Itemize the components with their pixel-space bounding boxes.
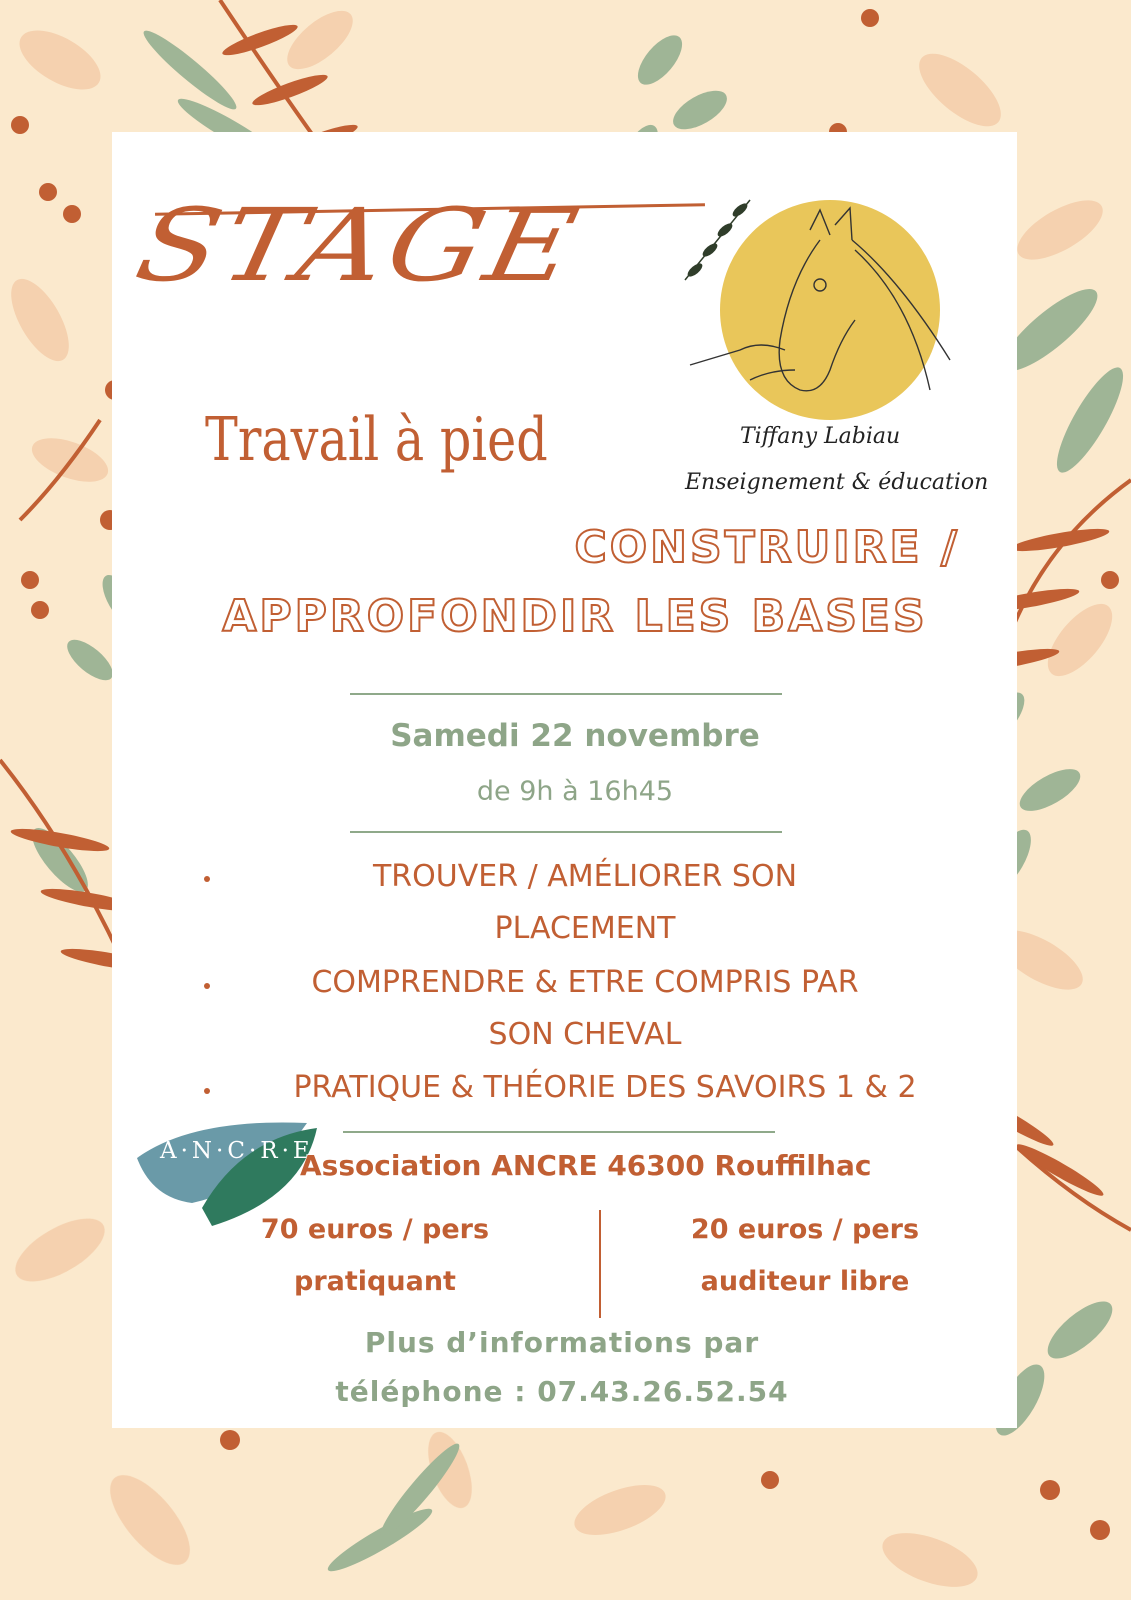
- ancre-logo: [132, 1118, 322, 1228]
- headline-line-1: CONSTRUIRE /: [574, 522, 960, 573]
- info-phone: téléphone : 07.43.26.52.54: [335, 1375, 789, 1408]
- page-subtitle: Travail à pied: [205, 405, 548, 475]
- bullet-1-line-1: TROUVER / AMÉLIORER SON: [372, 859, 798, 894]
- price-right-amount: 20 euros / pers: [690, 1214, 920, 1245]
- price-left-amount: 70 euros / pers: [260, 1214, 490, 1245]
- bullet-3: PRATIQUE & THÉORIE DES SAVOIRS 1 & 2: [293, 1070, 917, 1105]
- headline-line-2: APPROFONDIR LES BASES: [222, 591, 928, 642]
- price-divider: [599, 1210, 601, 1318]
- divider: [350, 693, 782, 695]
- event-hours: de 9h à 16h45: [476, 776, 674, 807]
- bullet-2-line-1: COMPRENDRE & ETRE COMPRIS PAR: [311, 965, 859, 1000]
- event-date: Samedi 22 novembre: [390, 718, 760, 754]
- bullet-2-line-2: SON CHEVAL: [488, 1017, 682, 1052]
- ancre-logo-text: A·N·C·R·E: [160, 1138, 314, 1164]
- divider: [350, 831, 782, 833]
- brand-name: Tiffany Labiau: [740, 424, 901, 449]
- page-title: STAGE: [126, 186, 591, 304]
- divider: [343, 1131, 775, 1133]
- price-right-label: auditeur libre: [700, 1266, 910, 1297]
- brand-tagline: Enseignement & éducation: [685, 470, 989, 495]
- price-left-label: pratiquant: [294, 1266, 456, 1297]
- info-line-1: Plus d’informations par: [364, 1326, 760, 1359]
- bullet-1-line-2: PLACEMENT: [494, 911, 676, 946]
- association-address: Association ANCRE 46300 Rouffilhac: [300, 1149, 872, 1182]
